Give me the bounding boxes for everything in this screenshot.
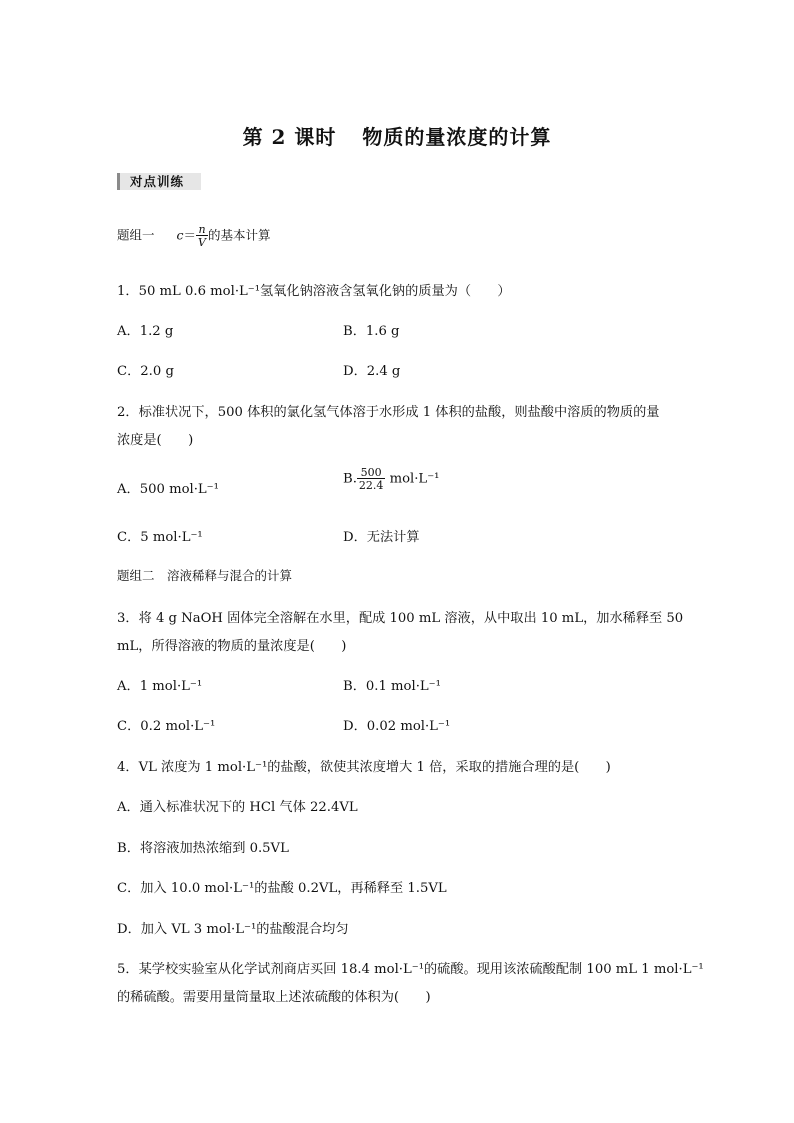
q4-option-d: D．加入 VL 3 mol·L⁻¹的盐酸混合均匀 bbox=[117, 922, 349, 937]
q2-option-b-label: B. bbox=[343, 471, 357, 487]
q3-stem-line1: 3．将 4 g NaOH 固体完全溶解在水里，配成 100 mL 溶液，从中取出 10 mL，加水稀释至 50 bbox=[117, 611, 684, 626]
title-lesson: 第 2 课时 bbox=[242, 125, 337, 149]
q1-stem: 1．50 mL 0.6 mol·L⁻¹氢氧化钠溶液含氢氧化钠的质量为（ ） bbox=[117, 284, 511, 299]
q3-option-b: B．0.1 mol·L⁻¹ bbox=[343, 679, 441, 694]
formula-c: c bbox=[176, 227, 184, 243]
q2-option-c: C．5 mol·L⁻¹ bbox=[117, 530, 203, 545]
q3-option-d: D．0.02 mol·L⁻¹ bbox=[343, 719, 451, 734]
group1-heading bbox=[117, 224, 270, 248]
q2-option-a: A．500 mol·L⁻¹ bbox=[117, 482, 219, 497]
q1-option-d: D．2.4 g bbox=[343, 364, 401, 379]
q4-option-a: A．通入标准状况下的 HCl 气体 22.4VL bbox=[117, 800, 358, 815]
q2-option-b-fraction bbox=[357, 467, 386, 491]
formula-eq: ＝ bbox=[183, 227, 197, 243]
group1-suffix: 的基本计算 bbox=[207, 227, 271, 243]
q2-option-b-den: 22.4 bbox=[358, 479, 384, 492]
q2-option-d: D．无法计算 bbox=[343, 530, 420, 545]
q3-option-a: A．1 mol·L⁻¹ bbox=[117, 679, 203, 694]
q5-stem-line2: 的稀硫酸。需要用量筒量取上述浓硫酸的体积为( ) bbox=[117, 990, 431, 1005]
formula-num: n bbox=[198, 223, 206, 236]
q1-option-b: B．1.6 g bbox=[343, 324, 400, 339]
q2-option-b-num: 500 bbox=[360, 466, 382, 479]
q4-option-b: B．将溶液加热浓缩到 0.5VL bbox=[117, 841, 289, 856]
q1-option-a: A．1.2 g bbox=[117, 324, 174, 339]
q1-option-c: C．2.0 g bbox=[117, 364, 174, 379]
group2-heading: 题组二 溶液稀释与混合的计算 bbox=[117, 568, 293, 583]
q2-option-b bbox=[343, 467, 439, 491]
q4-stem: 4．VL 浓度为 1 mol·L⁻¹的盐酸，欲使其浓度增大 1 倍，采取的措施合理的是( ) bbox=[117, 760, 611, 775]
formula-den: V bbox=[198, 236, 206, 249]
q2-stem-line2: 浓度是( ) bbox=[117, 433, 194, 448]
section-tag bbox=[117, 173, 201, 190]
q2-option-b-unit: mol·L⁻¹ bbox=[385, 471, 440, 487]
page-title bbox=[0, 121, 794, 150]
q4-option-c: C．加入 10.0 mol·L⁻¹的盐酸 0.2VL，再稀释至 1.5VL bbox=[117, 881, 447, 896]
formula-fraction bbox=[196, 224, 208, 248]
title-topic: 物质的量浓度的计算 bbox=[362, 125, 552, 149]
q3-option-c: C．0.2 mol·L⁻¹ bbox=[117, 719, 216, 734]
q3-stem-line2: mL，所得溶液的物质的量浓度是( ) bbox=[117, 639, 347, 654]
group1-prefix: 题组一 bbox=[117, 227, 155, 243]
section-tag-label: 对点训练 bbox=[130, 174, 185, 189]
q2-stem-line1: 2．标准状况下，500 体积的氯化氢气体溶于水形成 1 体积的盐酸，则盐酸中溶质的物质的量 bbox=[117, 405, 660, 420]
q5-stem-line1: 5．某学校实验室从化学试剂商店买回 18.4 mol·L⁻¹的硫酸。现用该浓硫酸配制 100 mL 1 mol·L⁻¹ bbox=[117, 962, 704, 977]
